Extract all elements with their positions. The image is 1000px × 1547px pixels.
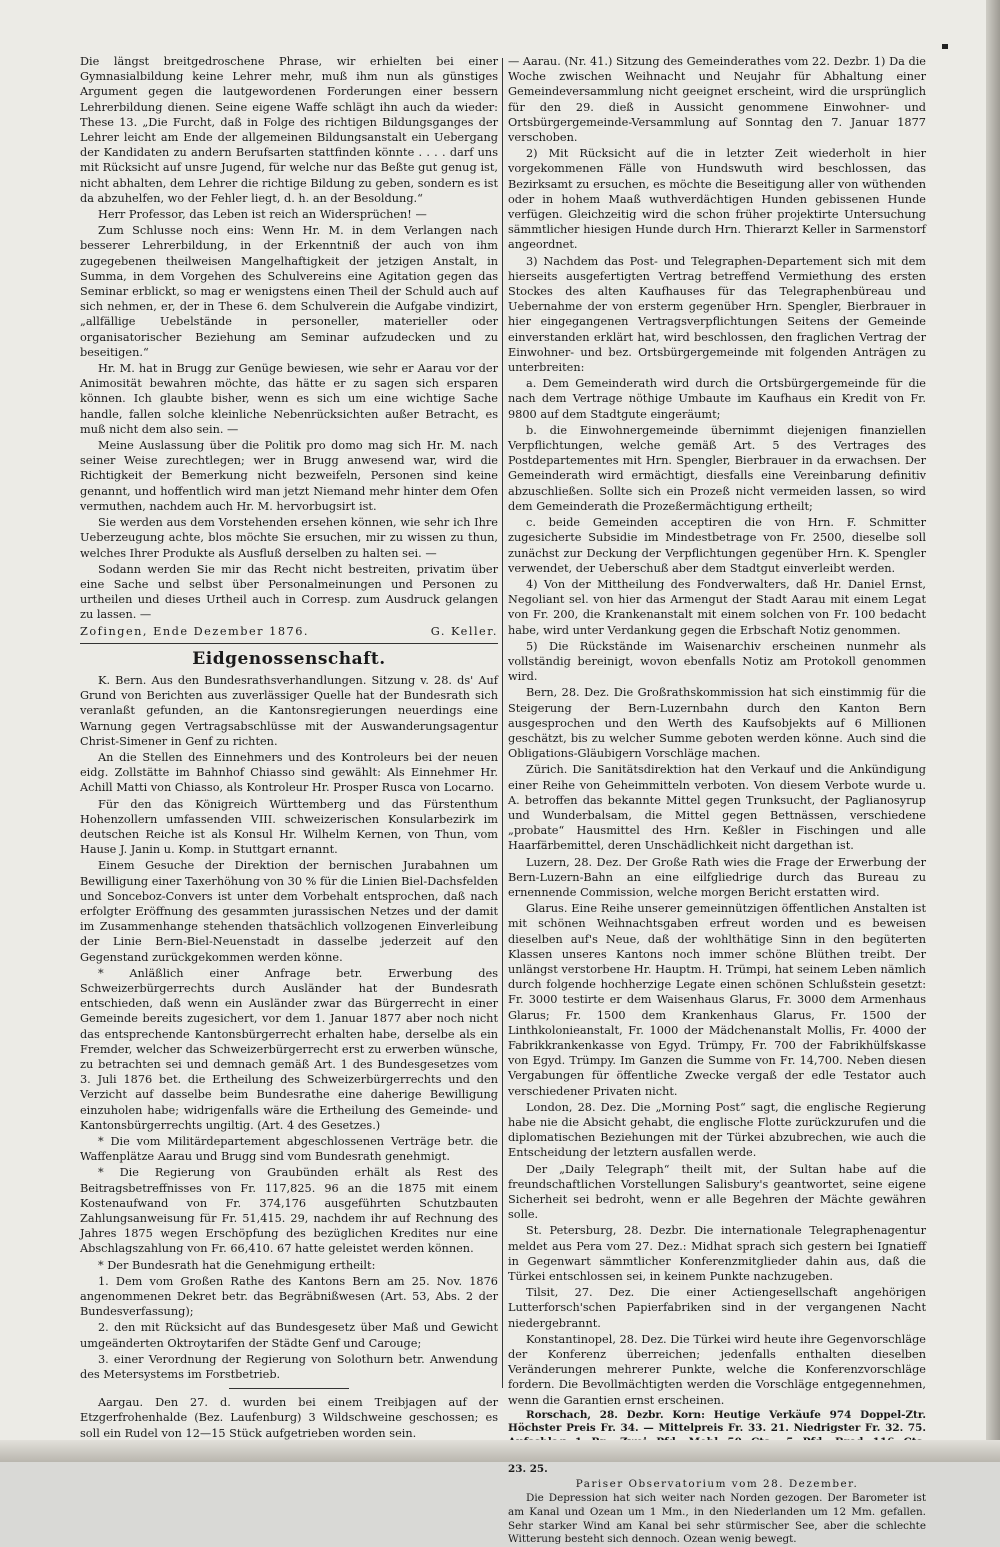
article-paragraph: Herr Professor, das Leben ist reich an Widersprüchen! — (98, 208, 427, 222)
signature-name: G. Keller. (430, 624, 498, 638)
news-paragraph: — Aarau. (Nr. 41.) Sitzung des Gemeinderathes vom 22. Dezbr. 1) Da die Woche zwischen Weihnacht und Neujahr für Abhaltung einer Gemeindeversammlung nicht geeignet erscheint, wird die ursprünglich für den 29. dieß in Aussicht genommene Einwohner- und Ortsbürgergemeinde-Versammlung auf Sonntag den 7. Januar 1877 verschoben. (508, 55, 926, 145)
news-paragraph: Konstantinopel, 28. Dez. Die Türkei wird heute ihre Gegenvorschläge der Konferenz überreichen; jedenfalls enthalten dieselben Veränderungen mehrerer Punkte, welche die Konferenzvorschläge fordern. Die Bevollmächtigten werden die Vorschläge entgegennehmen, wenn die Garantien ernst erscheinen. (508, 1332, 926, 1407)
news-paragraph: 2) Mit Rücksicht auf die in letzter Zeit wiederholt in hier vorgekommenen Fälle von Hundswuth wird beschlossen, das Bezirksamt zu ersuchen, es möchte die Beseitigung aller von wüthenden oder in hohem Maaß wuthverdächtigen Hunden gebissenen Hunde verfügen. Gleichzeitig wird die schon früher projektirte Untersuchung sämmtlicher hiesigen Hunde durch Hrn. Thierarzt Keller in Sarmenstorf angeordnet. (508, 147, 926, 252)
article-paragraph: Zum Schlusse noch eins: Wenn Hr. M. in dem Verlangen nach besserer Lehrerbildung, in der Erkenntniß der auch von ihm zugegebenen theilweisen Mangelhaftigkeit der jetzigen Anstalt, in Summa, in dem Vorgehen des Schulvereins eine Agitation gegen das Seminar erblickt, so mag er wenigstens einen Theil der Schuld auch auf sich nehmen, er, der in These 6. dem Schulverein die Aufgabe vindizirt, „allfällige Uebelstände in personeller, materieller oder organisatorischer Beziehung am Seminar aufzudecken und zu beseitigen.“ (80, 224, 498, 359)
signature-place: Zofingen, Ende Dezember 1876. (80, 624, 309, 638)
news-paragraph: Glarus. Eine Reihe unserer gemeinnützigen öffentlichen Anstalten ist mit schönen Weihnachtsgaben erfreut worden und es beweisen dieselben auf's Neue, daß der wohlthätige Sinn in den begüterten Klassen unseres Kantons noch immer schöne Blüthen treibt. Der unlängst verstorbene Hr. Hauptm. H. Trümpi, hat seinem Leben nämlich durch folgende hochherzige Legate einen schönen Schlußstein gesetzt: Fr. 3000 testirte er dem Waisenhaus Glarus, Fr. 3000 dem Armenhaus Glarus; Fr. 1500 dem Krankenhaus Glarus, Fr. 1500 der Linthkolonieanstalt, Fr. 1000 der Mädchenanstalt Mollis, Fr. 4000 der Fabrikkrankenkasse von Egyd. Trümpy, Fr. 700 der Fabrikhülfskasse von Egyd. Trümpy. Im Ganzen die Summe von Fr. 14,700. Neben diesen Vergabungen für öffentliche Zwecke vergaß der edle Testator auch verschiedener Privaten nicht. (508, 902, 926, 1098)
right-column (508, 54, 926, 1546)
news-paragraph: 4) Von der Mittheilung des Fondverwalters, daß Hr. Daniel Ernst, Negoliant sel. von hier das Armengut der Stadt Aarau mit einem Legat von Fr. 200, die Krankenanstalt mit einem solchen von Fr. 100 bedacht habe, wird unter Verdankung gegen die Erbschaft Notiz genommen. (508, 577, 926, 637)
observatory-title: Pariser Observatorium vom 28. Dezember. (575, 1477, 859, 1490)
article-paragraph: Die längst breitgedroschene Phrase, wir erhielten bei einer Gymnasialbildung keine Lehrer mehr, muß ihm nun als günstiges Argument gegen die lautgewordenen Forderungen einer bessern Lehrerbildung dienen. Seine eigene Waffe schlägt ihn auch da wieder: These 13. „Die Furcht, daß in Folge des richtigen Bildungsganges der Lehrer leicht am Ende der allgemeinen Bildungsanstalt ein Uebergang der Kandidaten zu andern Berufsarten stattfinden könnte . . . . darf uns mit Rücksicht auf unsre Jugend, für welche nur das Beßte gut genug ist, nicht abhalten, dem Lehrer die richtige Bildung zu geben, sondern es ist da abzuhelfen, wo der Fehler liegt, d. h. an der Besoldung.“ (80, 55, 498, 205)
fed-paragraph: An die Stellen des Einnehmers und des Kontroleurs bei der neuen eidg. Zollstätte im Bahnhof Chiasso sind gewählt: Als Einnehmer Hr. Achill Matti von Chiasso, als Kontroleur Hr. Prosper Rusca von Locarno. (80, 750, 498, 795)
fed-paragraph: * Die Regierung von Graubünden erhält als Rest des Beitragsbetreffnisses von Fr. 117,825. 96 an die 1875 mit einem Kostenaufwand von Fr. 374,176 ausgeführten Schutzbauten Zahlungsanweisung für Fr. 51,415. 29, nachdem ihr auf Rechnung des Jahres 1875 wegen Erschöpfung des bezüglichen Kredites nur eine Abschlagszahlung von Fr. 66,410. 67 hatte geleistet werden können. (80, 1166, 498, 1256)
article-paragraph: Hr. M. hat in Brugg zur Genüge bewiesen, wie sehr er Aarau vor der Animosität bewahren möchte, das hätte er zu sagen sich ersparen können. Ich glaubte bisher, wenn es sich um eine wichtige Sache handle, fallen solche kleinliche Nebenrücksichten außer Betracht, es muß nicht dem also sein. — (80, 362, 498, 436)
observatory-text: Die Depression hat sich weiter nach Norden gezogen. Der Barometer ist am Kanal und Ozean um 1 Mm., in den Niederlanden um 12 Mm. gefallen. Sehr starker Wind am Kanal bei sehr stürmischer See, aber die schlechte Witterung besteht sich dennoch. Ozean wenig bewegt. (508, 1492, 926, 1546)
ink-mark (942, 44, 948, 49)
article-paragraph: Sie werden aus dem Vorstehenden ersehen können, wie sehr ich Ihre Ueberzeugung achte, blos möchte Sie ersuchen, mir zu wissen zu thun, welches Ihrer Produkte als Ausfluß derselben zu halten sei. — (80, 516, 498, 560)
fed-paragraph: * Der Bundesrath hat die Genehmigung ertheilt: (98, 1258, 376, 1272)
fed-paragraph: Einem Gesuche der Direktion der bernischen Jurabahnen um Bewilligung einer Taxerhöhung von 30 % für die Linien Biel-Dachsfelden und Sonceboz-Convers ist unter dem Vorbehalt entsprochen, daß nach erfolgter Eröffnung des gesammten jurassischen Netzes und der damit im Zusammenhange stehenden thatsächlich vollzogenen Einverleibung der Linie Bern-Biel-Neuenstadt in dasselbe jederzeit auf den Gegenstand zurückgekommen werden könne. (80, 859, 498, 964)
news-paragraph: Luzern, 28. Dez. Der Große Rath wies die Frage der Erwerbung der Bern-Luzern-Bahn an eine eilfgliedrige durch das Bureau zu ernennende Commission, welche morgen Bericht erstatten wird. (508, 855, 926, 899)
fed-paragraph: K. Bern. Aus den Bundesrathsverhandlungen. Sitzung v. 28. ds' Auf Grund von Berichten aus zuverlässiger Quelle hat der Bundesrath sich veranlaßt gefunden, an die Kantonsregierungen neuerdings eine Warnung gegen Vertragsabschlüsse mit der Auswanderungsagentur Christ-Simener in Genf zu richten. (80, 673, 498, 748)
news-paragraph: a. Dem Gemeinderath wird durch die Ortsbürgergemeinde für die nach dem Vertrage nöthige Umbaute im Kaufhaus ein Kredit von Fr. 9800 auf dem Stadtgute eingeräumt; (508, 377, 926, 421)
fed-paragraph: * Anläßlich einer Anfrage betr. Erwerbung des Schweizerbürgerrechts durch Ausländer hat der Bundesrath entschieden, daß wenn ein Ausländer zwar das Bürgerrecht in einer Gemeinde bereits zugesichert, vor dem 1. Januar 1877 aber noch nicht das entsprechende Kantonsbürgerrecht erhalten habe, derselbe als ein Fremder, welcher das Schweizerbürgerrecht erst zu erwerben wünsche, zu betrachten sei und demnach gemäß Art. 1 des Bundesgesetzes vom 3. Juli 1876 bet. die Ertheilung des Schweizerbürgerrechts und den Verzicht auf dasselbe beim Bundesrathe eine daherige Bewilligung einzuholen habe; widrigenfalls wäre die Ertheilung des Gemeinde- und Kantonsbürgerrechts ungiltig. (Art. 4 des Gesetzes.) (80, 966, 498, 1132)
news-paragraph: 3) Nachdem das Post- und Telegraphen-Departement sich mit dem hierseits ausgefertigten Vertrag betreffend Vermiethung des ersten Stockes des alten Kaufhauses für das Telegraphenbüreau und Uebernahme der von ersterm gegenüber Hrn. Spengler, Bierbrauer in hier eingegangenen Vertragsverpflichtungen Seitens der Gemeinde einverstanden erklärt hat, wird beschlossen, den fraglichen Vertrag der Einwohner- und bez. Ortsbürgergemeinde mit folgenden Anträgen zu unterbreiten: (508, 254, 926, 375)
news-paragraph: St. Petersburg, 28. Dezbr. Die internationale Telegraphenagentur meldet aus Pera vom 27. Dez.: Midhat sprach sich gestern bei Ignatieff in Gegenwart sämmtlicher Konferenzmitglieder dahin aus, daß die Türkei entschlossen sei, in keinem Punkte nachzugeben. (508, 1224, 926, 1284)
left-column (80, 54, 498, 1444)
news-paragraph: Tilsit, 27. Dez. Die einer Actiengesellschaft angehörigen Lutterforsch'schen Papierfabriken sind in der vergangenen Nacht niedergebrannt. (508, 1286, 926, 1330)
divider (80, 643, 498, 644)
news-paragraph: c. beide Gemeinden acceptiren die von Hrn. F. Schmitter zugesicherte Subsidie im Mindestbetrage von Fr. 2500, dieselbe soll zunächst zur Deckung der Verpflichtungen gegenüber Hrn. K. Spengler verwendet, der Ueberschuß aber dem Stadtgut einverleibt werden. (508, 516, 926, 575)
fed-paragraph: Aargau. Den 27. d. wurden bei einem Treibjagen auf der Etzgerfrohenhalde (Bez. Laufenburg) 3 Wildschweine geschossen; es soll ein Rudel von 12—15 Stück aufgetrieben worden sein. (80, 1396, 498, 1440)
fed-paragraph: 1. Dem vom Großen Rathe des Kantons Bern am 25. Nov. 1876 angenommenen Dekret betr. das Begräbnißwesen (Art. 53, Abs. 2 der Bundesverfassung); (80, 1274, 498, 1319)
article-paragraph: Sodann werden Sie mir das Recht nicht bestreiten, privatim über eine Sache und selbst über Personalmeinungen und Personen zu urtheilen und dieses Urtheil auch in Corresp. zum Ausdruck gelangen zu lassen. — (80, 562, 498, 622)
page-edge (986, 0, 1000, 1462)
column-divider (502, 58, 503, 1388)
news-paragraph: b. die Einwohnergemeinde übernimmt diejenigen finanziellen Verpflichtungen, welche gemäß Art. 5 des Vertrages des Postdepartementes mit Hrn. Spengler, Bierbrauer in da erwachsen. Der Gemeinderath wird ermächtigt, diesfalls eine Vereinbarung definitiv abzuschließen. Sollte sich ein Prozeß nicht vermeiden lassen, so wird dem Gemeinderath die Prozeßermächtigung ertheilt; (508, 423, 926, 513)
news-paragraph: Der „Daily Telegraph“ theilt mit, der Sultan habe auf die freundschaftlichen Vorstellungen Salisbury's geantwortet, seine eigene Sicherheit sei bedroht, wenn er alle Begehren der Mächte gewähren solle. (508, 1162, 926, 1222)
article-paragraph: Meine Auslassung über die Politik pro domo mag sich Hr. M. nach seiner Weise zurechtlegen; wer in Brugg anwesend war, wird die Richtigkeit der Bemerkung nicht bezweifeln, Personen sind keine genannt, und hoffentlich wird man jetzt Niemand mehr hinter dem Ofen vermuthen, nachdem auch Hr. M. hervorbugsirt ist. (80, 439, 498, 513)
market-report: Rorschach, 28. Dezbr. Korn: Heutige Verkäufe 974 Doppel-Ztr. Höchster Preis Fr. 34. — Mittelpreis Fr. 33. 21. Niedrigster Fr. 32. 75. 23. 25. (508, 1408, 926, 1476)
fed-paragraph: 3. einer Verordnung der Regierung von Solothurn betr. Anwendung des Metersystems im Forstbetrieb. (80, 1352, 498, 1382)
news-paragraph: Bern, 28. Dez. Die Großrathskommission hat sich einstimmig für die Steigerung der Bern-Luzernbahn durch den Kanton Bern ausgesprochen und den Werth des Kaufsobjekts auf 6 Millionen geschätzt, bis zu welcher Summe geboten werden könne. Auch sind die Obligations-Gläubigern Vorschläge machen. (508, 686, 926, 761)
section-title: Eidgenossenschaft. (192, 648, 386, 669)
divider (229, 1388, 349, 1389)
news-paragraph: London, 28. Dez. Die „Morning Post“ sagt, die englische Regierung habe nie die Absicht gehabt, die englische Flotte zurückzurufen und die diplomatischen Beziehungen mit der Türkei abzubrechen, wie auch die Entscheidung der letztern ausfallen werde. (508, 1100, 926, 1160)
page-edge (0, 1440, 1000, 1462)
signature-line (80, 624, 498, 639)
fed-paragraph: 2. den mit Rücksicht auf das Bundesgesetz über Maß und Gewicht umgeänderten Oktroytarifen der Städte Genf und Carouge; (80, 1321, 498, 1350)
fed-paragraph: * Die vom Militärdepartement abgeschlossenen Verträge betr. die Waffenplätze Aarau und Brugg sind vom Bundesrath genehmigt. (80, 1135, 498, 1164)
fed-paragraph: Für den das Königreich Württemberg und das Fürstenthum Hohenzollern umfassenden VIII. schweizerischen Konsularbezirk im deutschen Reiche ist als Konsul Hr. Wilhelm Kernen, von Thun, vom Hause J. Janin u. Komp. in Stuttgart ernannt. (80, 797, 498, 857)
news-paragraph: 5) Die Rückstände im Waisenarchiv erscheinen nunmehr als vollständig bereinigt, wovon ebenfalls Notiz am Protokoll genommen wird. (508, 639, 926, 684)
news-paragraph: Zürich. Die Sanitätsdirektion hat den Verkauf und die Ankündigung einer Reihe von Geheimmitteln verboten. Von diesem Verbote wurde u. A. betroffen das bekannte Mittel gegen Trunksucht, der Paglianosyrup und Wunderbalsam, die Mittel gegen Bettnässen, verschiedene „probate“ Hausmittel des Hrn. Keßler in Fischingen und alle Haarfärbemittel, deren Unschädlichkeit nicht dargethan ist. (508, 763, 926, 853)
